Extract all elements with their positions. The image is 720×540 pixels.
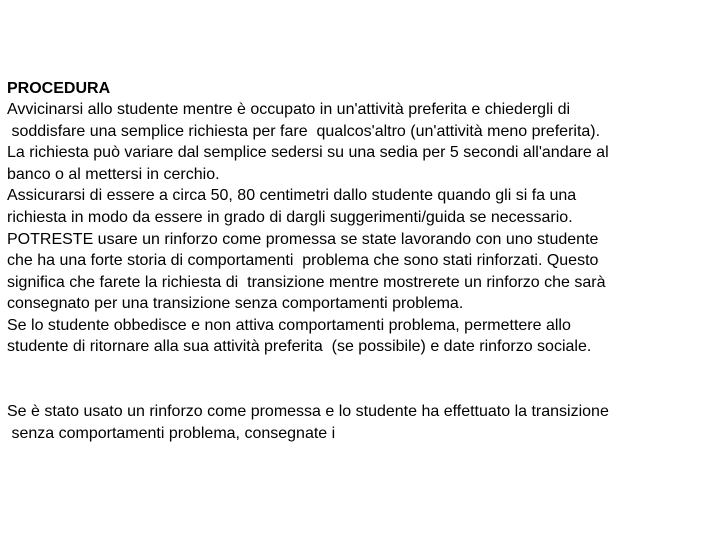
body-line-5: Assicurarsi di essere a circa 50, 80 centimetri dallo studente quando gli si fa una bbox=[7, 187, 577, 204]
body-line-8: che ha una forte storia di comportamenti problema che sono stati rinforzati. Questo bbox=[7, 252, 599, 269]
body-line-12: studente di ritornare alla sua attività preferita (se possibile) e date rinforzo sociale. bbox=[7, 338, 592, 355]
body-line-6: richiesta in modo da essere in grado di dargli suggerimenti/guida se necessario. bbox=[7, 209, 573, 226]
closing-line-2: senza comportamenti problema, consegnate i bbox=[7, 425, 336, 442]
body-line-9: significa che farete la richiesta di transizione mentre mostrerete un rinforzo che sarà bbox=[7, 274, 606, 291]
closing-line-1: Se è stato usato un rinforzo come promessa e lo studente ha effettuato la transizione bbox=[7, 403, 609, 420]
body-line-3: La richiesta può variare dal semplice sedersi su una sedia per 5 secondi all'andare al bbox=[7, 144, 609, 161]
body-line-10: consegnato per una transizione senza comportamenti problema. bbox=[7, 295, 464, 312]
body-line-4: banco o al mettersi in cerchio. bbox=[7, 166, 220, 183]
procedure-heading: PROCEDURA bbox=[7, 80, 111, 97]
body-line-2: soddisfare una semplice richiesta per fare qualcos'altro (un'attività meno preferita). bbox=[7, 123, 601, 140]
body-line-11: Se lo studente obbedisce e non attiva comportamenti problema, permettere allo bbox=[7, 317, 571, 334]
body-line-1: Avvicinarsi allo studente mentre è occupato in un'attività preferita e chiedergli di bbox=[7, 101, 571, 118]
body-line-7: POTRESTE usare un rinforzo come promessa se state lavorando con uno studente bbox=[7, 231, 599, 248]
